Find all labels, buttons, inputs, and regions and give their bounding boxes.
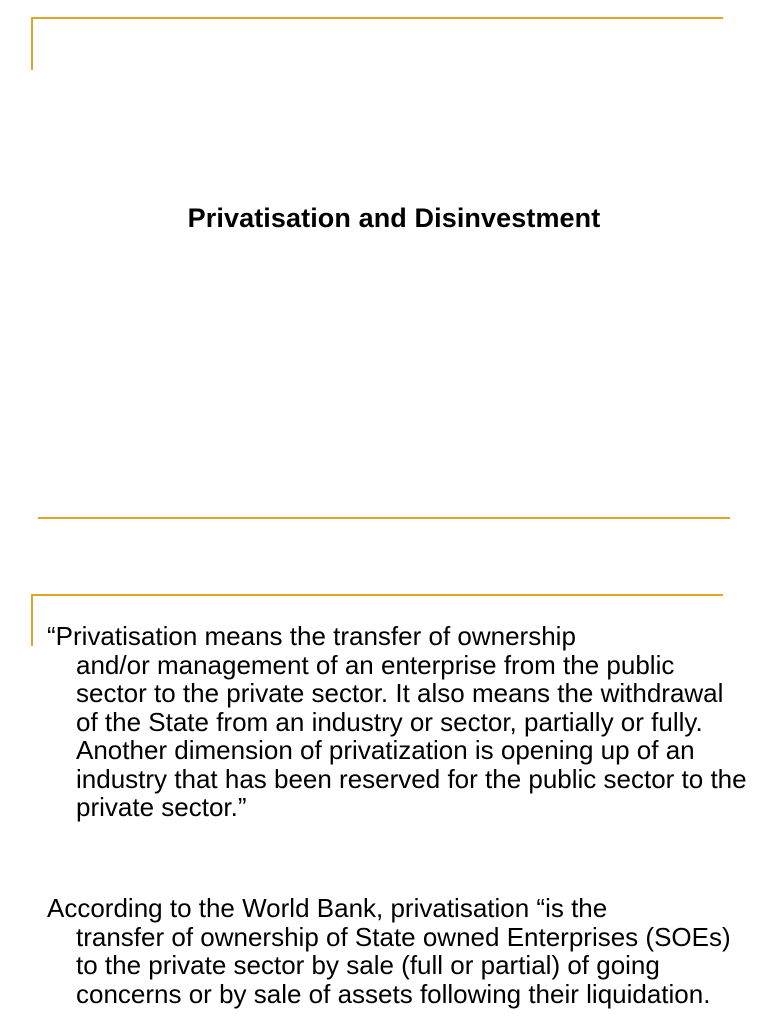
slide-frame-top-line <box>32 594 723 596</box>
slide-frame-left-line <box>31 17 33 70</box>
slide-bottom-rule <box>38 517 730 519</box>
slide-title: Privatisation and Disinvestment <box>187 203 601 233</box>
slide-frame-top-line <box>32 17 723 19</box>
paragraph-lead-line: According to the World Bank, privatisation “is the <box>47 893 608 923</box>
definition-slide <box>0 580 768 1024</box>
paragraph-lead-line: “Privatisation means the transfer of ownership <box>47 621 576 651</box>
slide-frame-left-line <box>31 594 33 646</box>
paragraph-body: transfer of ownership of State owned Enterprises (SOEs) to the private sector by sale (full or partial) of going concerns or by sale of assets following their liquidation. <box>76 921 731 1009</box>
definition-paragraph <box>47 622 747 822</box>
world-bank-paragraph <box>47 894 747 1008</box>
paragraph-body: and/or management of an enterprise from the public sector to the private sector. It also means the withdrawal of the State from an industry or sector, partially or fully. Another dimension of privatization is opening up of an industry that has been reserved for the public sector to the private sector.” <box>76 649 747 822</box>
